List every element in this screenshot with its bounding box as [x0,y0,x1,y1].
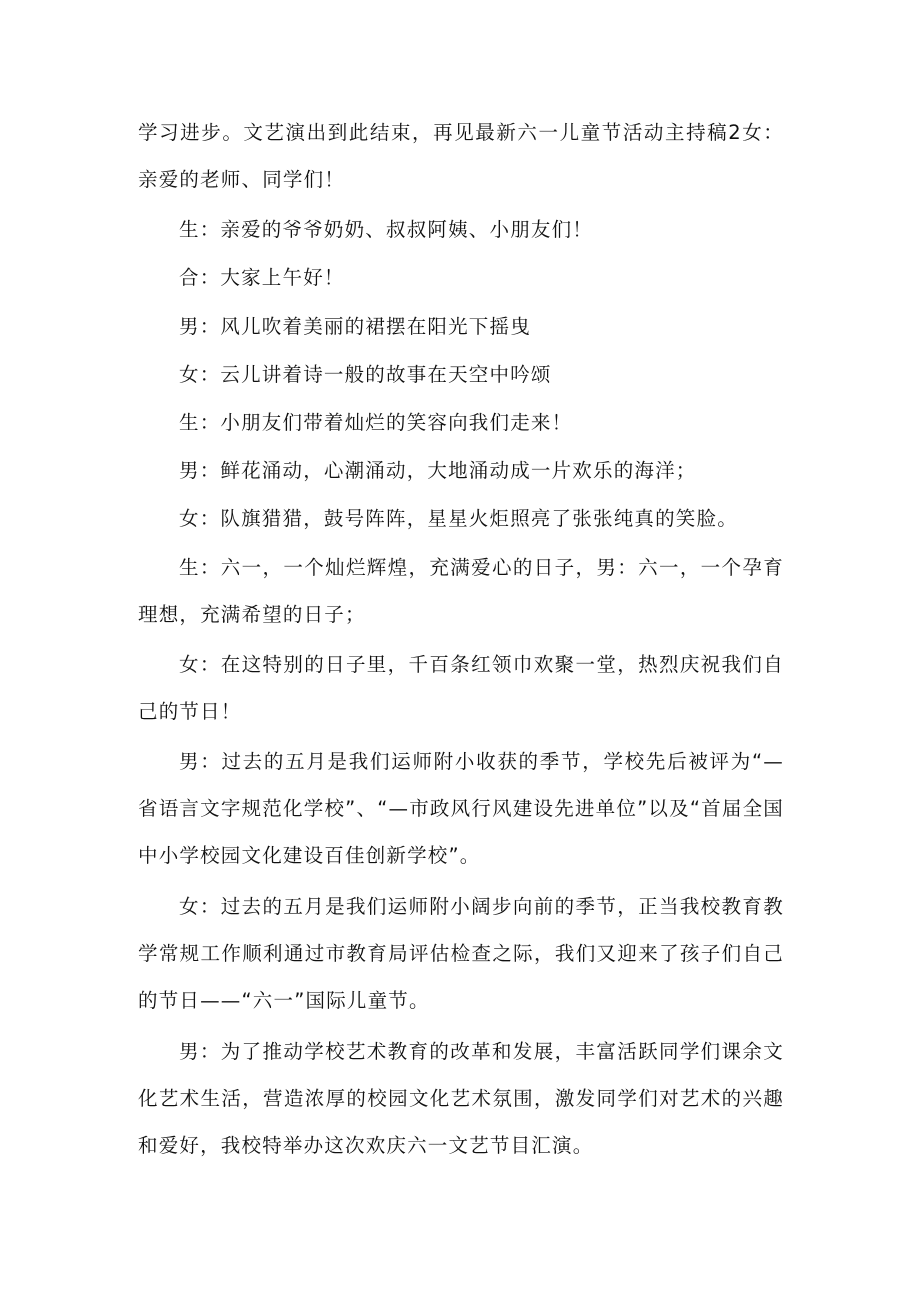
paragraph: 男：为了推动学校艺术教育的改革和发展，丰富活跃同学们课余文化艺术生活，营造浓厚的校园文化艺术氛围，激发同学们对艺术的兴趣和爱好，我校特举办这次欢庆六一文艺节目汇演。 [138,1040,784,1157]
paragraph: 合：大家上午好！ [179,266,345,289]
paragraph: 女：队旗猎猎，鼓号阵阵，星星火炬照亮了张张纯真的笑脸。 [179,507,738,530]
paragraph: 男：鲜花涌动，心潮涌动，大地涌动成一片欢乐的海洋； [179,459,697,482]
paragraph-continuation: 学习进步。文艺演出到此结束，再见最新六一儿童节活动主持稿2女：亲爱的老师、同学们！ [138,121,784,191]
paragraph: 男：风儿吹着美丽的裙摆在阳光下摇曳 [179,315,531,338]
paragraph: 男：过去的五月是我们运师附小收获的季节，学校先后被评为“—省语言文字规范化学校”、“—市政风行风建设先进单位”以及“首届全国中小学校园文化建设百佳创新学校”。 [138,750,784,867]
paragraph: 生：小朋友们带着灿烂的笑容向我们走来！ [179,411,573,434]
paragraph: 女：云儿讲着诗一般的故事在天空中吟颂 [179,363,552,386]
paragraph: 女：在这特别的日子里，千百条红领巾欢聚一堂，热烈庆祝我们自己的节日！ [138,653,784,723]
paragraph: 生：六一，一个灿烂辉煌，充满爱心的日子，男：六一，一个孕育理想，充满希望的日子； [138,556,784,626]
paragraph: 生：亲爱的爷爷奶奶、叔叔阿姨、小朋友们！ [179,218,594,241]
paragraph: 女：过去的五月是我们运师附小阔步向前的季节，正当我校教育教学常规工作顺利通过市教育局评估检查之际，我们又迎来了孩子们自己的节日——“六一”国际儿童节。 [138,895,784,1012]
